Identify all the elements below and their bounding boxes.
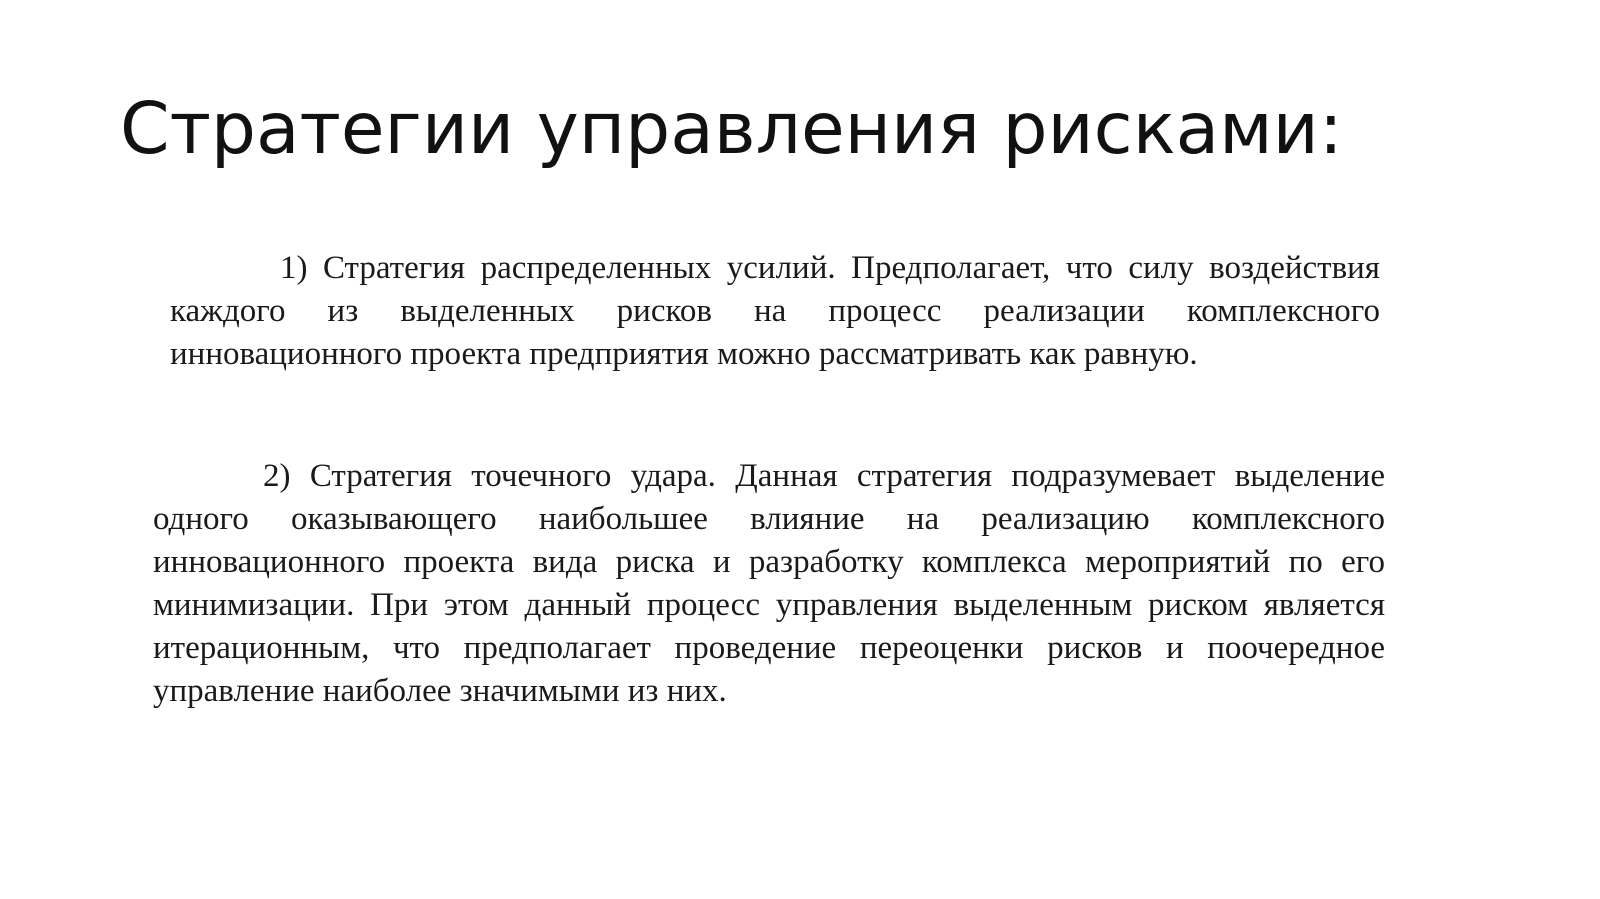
slide-title: Стратегии управления рисками: xyxy=(120,87,1343,170)
strategy-paragraph-2: 2) Стратегия точечного удара. Данная стратегия подразумевает выделение одного оказывающего наибольшее влияние на реализацию комплексного инновационного проекта вида риска и разработку комплекса мероприятий по его минимизации. При этом данный процесс управления выделенным риском является итерационным, что предполагает проведение переоценки рисков и поочередное управление наиболее значимыми из них. xyxy=(153,458,1385,709)
strategy-paragraph-1: 1) Стратегия распределенных усилий. Предполагает, что силу воздействия каждого из выделенных рисков на процесс реализации комплексного инновационного проекта предприятия можно рассматривать как равную. xyxy=(170,250,1380,372)
